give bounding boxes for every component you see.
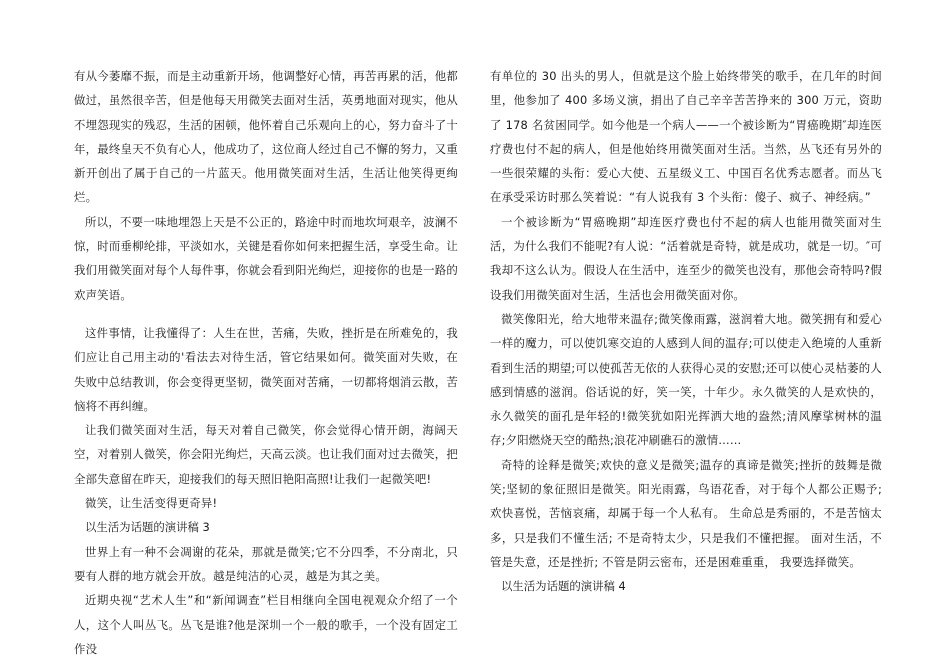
paragraph: 这件事情，让我懂得了：人生在世，苦痛，失败，挫折是在所难免的，我们应让自己用主动的'看法去对待生活，管它结果如何。微笑面对失败，在失败中总结教训，你会变得更坚韧，微笑面对苦痛，一切都将烟消云散，苦恼将不再纠缠。 <box>74 325 458 413</box>
paragraph: 一个被诊断为“胃癌晚期”却连医疗费也付不起的病人也能用微笑面对生活，为什么我们不能呢?有人说：“活着就是奇特，就是成功，就是一切。″可我却不这么认为。假设人在生活中，连至少的微笑也没有，那他会奇特吗?假设我们用微笑面对生活，生活也会用微笑面对你。 <box>490 214 882 302</box>
right-column <box>490 64 882 599</box>
paragraph: 有单位的 30 出头的男人，但就是这个脸上始终带笑的歌手，在几年的时间里，他参加了 400 多场义演，捐出了自己辛辛苦苦挣来的 300 万元，资助了 178 名贫困同学。如今他是一个病人——一个被诊断为“胃癌晚期″却连医疗费也付不起的病人，但是他始终用微笑面对生活。当然，丛飞还有另外的一些很荣耀的头衔：爱心大使、五星级义工、中国百名优秀志愿者。而丛飞在承受采访时那么笑着说：“有人说我有 3 个头衔：傻子、疯子、神经病。” <box>490 69 882 205</box>
paragraph: 奇特的诠释是微笑;欢快的意义是微笑;温存的真谛是微笑;挫折的鼓舞是微笑;坚韧的象征照旧是微笑。阳光雨露，鸟语花香，对于每个人都公正赐予; 欢快喜悦，苦恼哀痛，却属于每一个人私有。 生命总是秀丽的，不是苦恼太多，只是我们不懂生活; 不是奇特太少，只是我们不懂把握。 面对生活，不管是失意，还是挫折; 不管是阴云密布，还是困难重重， 我要选择微笑。 <box>490 457 882 569</box>
paragraph: 微笑，让生活变得更奇异! <box>85 496 218 511</box>
section-heading: 以生活为话题的演讲稿 3 <box>85 520 210 535</box>
section-heading: 以生活为话题的演讲稿 4 <box>501 579 626 594</box>
left-column <box>74 64 458 661</box>
paragraph: 所以，不要一味地埋怨上天是不公正的，路途中时而地坎坷艰辛，波澜不惊，时而垂柳纶排，平淡如水，关键是看你如何来把握生活，享受生命。让我们用微笑面对每个人每件事，你就会看到阳光绚烂，迎接你的也是一路的欢声笑语。 <box>74 214 458 302</box>
paragraph: 世界上有一种不会凋谢的花朵，那就是微笑;它不分四季，不分南北，只要有人群的地方就会开放。越是纯洁的心灵，越是为其之美。 <box>74 544 458 583</box>
paragraph: 让我们微笑面对生活，每天对着自己微笑，你会觉得心情开朗，海阔天空，对着别人微笑，你会阳光绚烂，天高云淡。也让我们面对过去微笑，把全部失意留在昨天，迎接我们的每天照旧艳阳高照!让我们一起微笑吧! <box>74 423 458 486</box>
paragraph: 微笑像阳光，给大地带来温存;微笑像雨露，滋润着大地。微笑拥有和爱心一样的魔力，可以使饥寒交迫的人感到人间的温存;可以使走入绝境的人重新看到生活的期望;可以使孤苦无依的人获得心灵的安慰;还可以使心灵枯萎的人感到情感的滋润。俗话说的好，笑一笑，十年少。永久微笑的人是欢快的，永久微笑的面孔是年轻的!微笑犹如阳光挥洒大地的盎然;清风摩挲树林的温存;夕阳燃烧天空的酷热;浪花冲刷礁石的激情…… <box>490 311 882 448</box>
paragraph: 近期央视“艺术人生”和“新闻调查”栏目相继向全国电视观众介绍了一个人，这个人叫丛飞。丛飞是谁?他是深圳一个一般的歌手，一个没有固定工作没 <box>74 593 458 656</box>
paragraph: 有从今萎靡不振，而是主动重新开场，他调整好心情，再苦再累的活，他都做过，虽然很辛苦，但是他每天用微笑去面对生活，英勇地面对现实，他从不埋怨现实的残忍，生活的困顿，他怀着自己乐观向上的心，努力奋斗了十年，最终皇天不负有心人，他成功了，这位商人经过自己不懈的努力，又重新开创出了属于自己的一片蓝天。他用微笑面对生活，生活让他笑得更绚烂。 <box>74 69 458 205</box>
